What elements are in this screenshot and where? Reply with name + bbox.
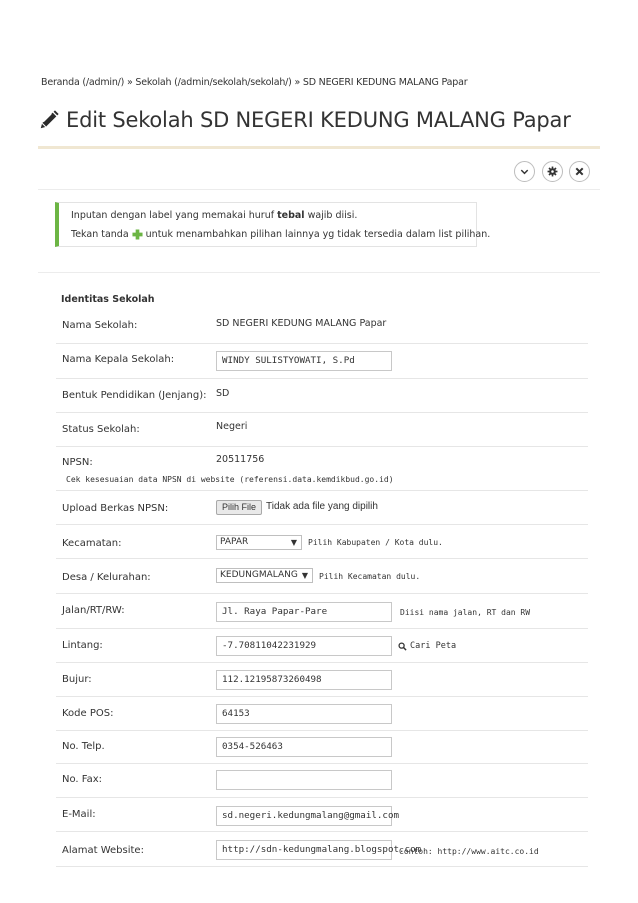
- row-divider: [56, 730, 588, 731]
- section-title: Identitas Sekolah: [61, 294, 155, 305]
- status-value: Negeri: [216, 421, 248, 432]
- website-hint: Contoh: http://www.aitc.co.id: [399, 847, 539, 856]
- jalan-label: Jalan/RT/RW:: [62, 605, 125, 616]
- bujur-input[interactable]: 112.12195873260498: [216, 670, 392, 690]
- pencil-icon: [38, 109, 60, 131]
- desa-selected: KEDUNGMALANG: [220, 570, 298, 580]
- row-divider: [56, 696, 588, 697]
- info-text: wajib diisi.: [304, 210, 358, 221]
- info-text: Tekan tanda: [71, 229, 129, 240]
- jalan-hint: Diisi nama jalan, RT dan RW: [400, 608, 531, 617]
- info-text: untuk menambahkan pilihan lainnya yg tidak tersedia dalam list pilihan.: [145, 229, 491, 240]
- row-divider: [56, 412, 588, 413]
- row-divider: [56, 524, 588, 525]
- email-label: E-Mail:: [62, 809, 96, 820]
- row-divider: [56, 866, 588, 867]
- telp-label: No. Telp.: [62, 741, 105, 752]
- info-box: [55, 202, 491, 247]
- panel-top-border: [38, 146, 600, 149]
- breadcrumb[interactable]: Beranda (/admin/) » Sekolah (/admin/sekolah/sekolah/) » SD NEGERI KEDUNG MALANG Papar: [41, 77, 468, 88]
- dropdown-arrow-icon: ▼: [301, 571, 308, 580]
- cari-peta-label: Cari Peta: [410, 641, 457, 651]
- row-divider: [56, 831, 588, 832]
- row-divider: [56, 446, 588, 447]
- row-divider: [56, 378, 588, 379]
- nama-kepala-input[interactable]: WINDY SULISTYOWATI, S.Pd: [216, 351, 392, 371]
- row-divider: [56, 343, 588, 344]
- row-divider: [56, 763, 588, 764]
- desa-label: Desa / Kelurahan:: [62, 572, 151, 583]
- row-divider: [56, 662, 588, 663]
- kecamatan-select[interactable]: [216, 535, 302, 550]
- desa-select[interactable]: [216, 568, 313, 583]
- file-status-text: Tidak ada file yang dipilih: [266, 501, 378, 512]
- row-divider: [56, 628, 588, 629]
- settings-button[interactable]: [542, 161, 563, 182]
- info-line-2: [71, 229, 490, 240]
- status-label: Status Sekolah:: [62, 424, 140, 435]
- row-divider: [56, 558, 588, 559]
- npsn-value: 20511756: [216, 454, 265, 465]
- kode-pos-input[interactable]: 64153: [216, 704, 392, 724]
- bujur-label: Bujur:: [62, 674, 92, 685]
- plus-icon: [132, 229, 143, 240]
- bentuk-value: SD: [216, 388, 230, 399]
- fax-input[interactable]: [216, 770, 392, 790]
- info-text: Inputan dengan label yang memakai huruf: [71, 210, 278, 221]
- email-input[interactable]: sd.negeri.kedungmalang@gmail.com: [216, 806, 392, 826]
- fax-label: No. Fax:: [62, 774, 103, 785]
- lintang-label: Lintang:: [62, 640, 103, 651]
- nama-sekolah-label: Nama Sekolah:: [62, 320, 138, 331]
- lintang-input[interactable]: -7.70811042231929: [216, 636, 392, 656]
- nama-sekolah-value: SD NEGERI KEDUNG MALANG Papar: [216, 318, 387, 329]
- telp-input[interactable]: 0354-526463: [216, 737, 392, 757]
- row-divider: [56, 593, 588, 594]
- row-divider: [56, 797, 588, 798]
- row-divider: [56, 490, 588, 491]
- chevron-down-icon: [519, 166, 530, 177]
- website-label: Alamat Website:: [62, 845, 144, 856]
- jalan-input[interactable]: Jl. Raya Papar-Pare: [216, 602, 392, 622]
- search-icon: [398, 642, 407, 651]
- website-input[interactable]: http://sdn-kedungmalang.blogspot.com: [216, 840, 392, 860]
- kecamatan-label: Kecamatan:: [62, 538, 122, 549]
- dropdown-arrow-icon: ▼: [290, 538, 297, 547]
- page-header: [38, 108, 571, 132]
- close-icon: [574, 166, 585, 177]
- npsn-hint[interactable]: Cek kesesuaian data NPSN di website (referensi.data.kemdikbud.go.id): [66, 475, 394, 484]
- close-button[interactable]: [569, 161, 590, 182]
- kecamatan-selected: PAPAR: [220, 537, 249, 547]
- cari-peta-link[interactable]: [398, 641, 456, 651]
- kecamatan-hint: Pilih Kabupaten / Kota dulu.: [308, 538, 443, 547]
- npsn-label: NPSN:: [62, 457, 93, 468]
- collapse-button[interactable]: [514, 161, 535, 182]
- bentuk-label: Bentuk Pendidikan (Jenjang):: [62, 390, 207, 401]
- toolbar-divider: [38, 189, 600, 190]
- nama-kepala-label: Nama Kepala Sekolah:: [62, 354, 175, 365]
- section-divider: [38, 272, 600, 273]
- upload-npsn-label: Upload Berkas NPSN:: [62, 503, 169, 514]
- choose-file-button[interactable]: Pilih File: [216, 500, 262, 515]
- kode-pos-label: Kode POS:: [62, 708, 114, 719]
- info-line-1: [71, 210, 357, 221]
- page-title: Edit Sekolah SD NEGERI KEDUNG MALANG Papar: [66, 108, 571, 132]
- info-bold-text: tebal: [277, 210, 305, 221]
- gear-icon: [547, 166, 558, 177]
- desa-hint: Pilih Kecamatan dulu.: [319, 572, 421, 581]
